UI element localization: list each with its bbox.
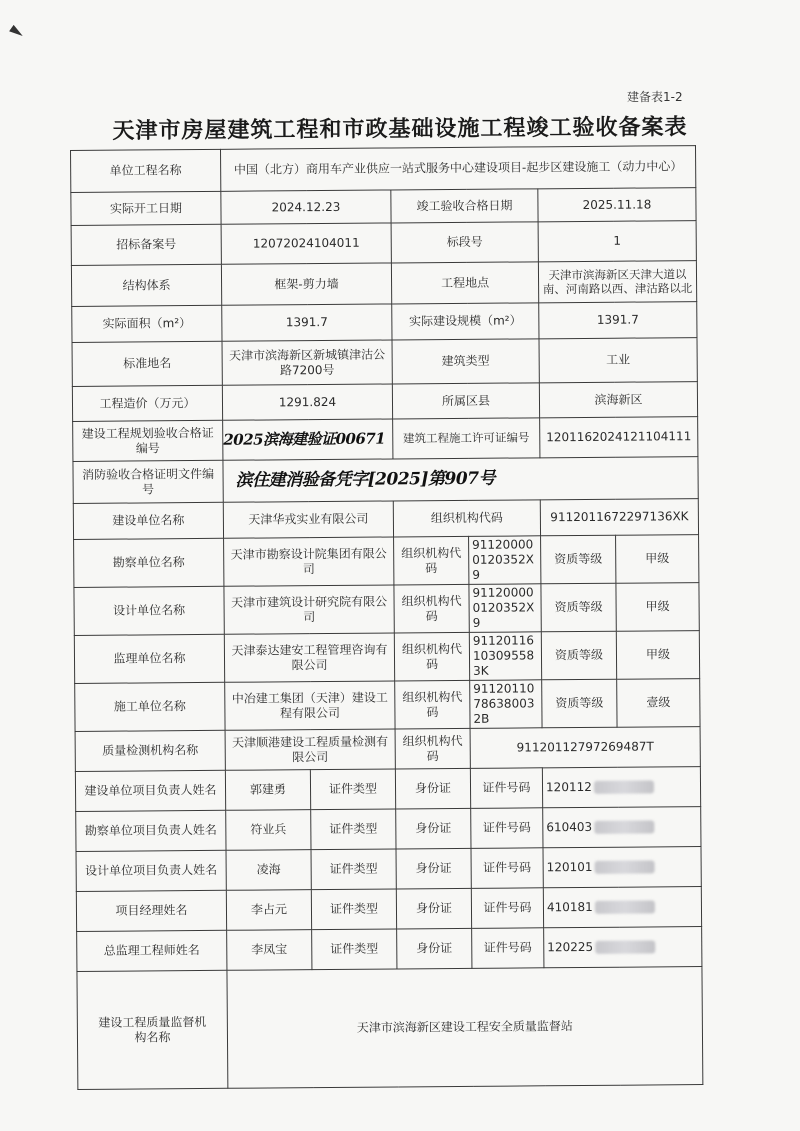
- accept-date-value: 2025.11.18: [538, 188, 696, 222]
- district-value: 滨海新区: [539, 382, 697, 418]
- cert-type-label: 证件类型: [311, 849, 396, 890]
- structure-value: 框架-剪力墙: [221, 263, 391, 305]
- design-qual-value: 甲级: [616, 583, 699, 632]
- cert-no-label: 证件号码: [471, 888, 543, 929]
- location-label: 工程地点: [391, 262, 538, 304]
- cert-no-label: 证件号码: [470, 768, 542, 809]
- building-type-label: 建筑类型: [392, 339, 539, 384]
- person-label: 项目经理姓名: [76, 890, 226, 931]
- supervision-org-code-value: 91120116103095583K: [469, 632, 541, 681]
- table-row: [73, 417, 698, 462]
- cert-type-label: 证件类型: [312, 929, 397, 970]
- supervision-org-code-label: 组织机构代码: [394, 632, 469, 681]
- page-title: 天津市房屋建筑工程和市政基础设施工程竣工验收备案表: [112, 113, 688, 145]
- cert-no-value: [544, 927, 702, 968]
- building-type-value: 工业: [539, 338, 697, 383]
- redaction-blur: [595, 940, 655, 953]
- cert-no-label: 证件号码: [471, 808, 543, 849]
- survey-qual-value: 甲级: [616, 535, 699, 584]
- table-row: [71, 146, 696, 193]
- table-row: [75, 767, 700, 812]
- district-label: 所属区县: [392, 383, 539, 419]
- cert-no-prefix: 120112: [545, 779, 592, 795]
- table-row: [77, 967, 703, 1090]
- construction-org-code-value: 9112011078638003​2B: [470, 680, 542, 729]
- design-org-code-label: 组织机构代码: [394, 584, 469, 633]
- survey-value: 天津市勘察设计院集团有限公司: [224, 537, 394, 586]
- address-label: 标准地名: [72, 341, 222, 386]
- redaction-blur: [595, 900, 655, 913]
- cert-type-value: 身份证: [396, 808, 471, 849]
- cert-type-label: 证件类型: [310, 769, 395, 810]
- area-label: 实际面积（m²）: [72, 305, 222, 342]
- construction-label: 施工单位名称: [75, 682, 225, 731]
- cert-type-value: 身份证: [396, 888, 471, 929]
- table-row: [73, 457, 698, 504]
- supervision-label: 监理单位名称: [74, 634, 224, 683]
- address-value: 天津市滨海新区新城镇津沽公路7200号: [222, 340, 392, 385]
- person-label: 勘察单位项目负责人姓名: [76, 810, 226, 851]
- table-row: [75, 727, 700, 772]
- cert-no-value: [542, 767, 700, 808]
- supervision-org-label: 建设工程质量监督机构名称: [77, 970, 228, 1089]
- scan-artifact-mark: [9, 25, 25, 40]
- owner-org-code-value: 9112011672297136XK: [540, 499, 698, 536]
- person-label: 总监理工程师姓名: [77, 930, 227, 971]
- permit-label: 建筑工程施工许可证编号: [393, 418, 540, 459]
- supervision-org-value: 天津市滨海新区建设工程安全质量监督站: [227, 967, 703, 1089]
- supervision-qual-value: 甲级: [616, 631, 699, 680]
- table-row: [72, 382, 697, 422]
- plan-cert-value: [223, 419, 393, 460]
- filing-table: [70, 145, 703, 1090]
- project-name-label: 单位工程名称: [71, 149, 221, 192]
- project-name-value: 中国（北方）商用车产业供应一站式服务中心建设项目-起步区建设施工（动力中心）: [220, 146, 695, 192]
- cost-label: 工程造价（万元）: [72, 385, 222, 421]
- survey-label: 勘察单位名称: [74, 538, 224, 587]
- cert-no-value: [543, 807, 701, 848]
- cert-type-value: 身份证: [397, 928, 472, 969]
- scale-value: 1391.7: [539, 302, 697, 339]
- form-code: 建备表1-2: [627, 90, 683, 104]
- plan-cert-label: 建设工程规划验收合格证编号: [73, 420, 223, 461]
- structure-label: 结构体系: [71, 264, 221, 306]
- survey-org-code-value: 911200000120352X9: [469, 536, 541, 585]
- start-date-value: 2024.12.23: [221, 190, 391, 224]
- cert-no-label: 证件号码: [472, 928, 544, 969]
- table-row: [76, 847, 701, 892]
- construction-org-code-label: 组织机构代码: [395, 680, 470, 729]
- table-row: [76, 807, 701, 852]
- location-value: 天津市滨海新区天津大道以南、河南路以西、津沽路以北: [538, 261, 696, 303]
- testing-label: 质量检测机构名称: [75, 730, 225, 771]
- cert-type-label: 证件类型: [311, 809, 396, 850]
- owner-label: 建设单位名称: [73, 502, 223, 539]
- construction-value: 中冶建工集团（天津）建设工程有限公司: [225, 681, 395, 730]
- person-label: 建设单位项目负责人姓名: [75, 770, 225, 811]
- cert-no-prefix: 610403: [546, 819, 593, 835]
- section-value: 1: [538, 221, 696, 262]
- cert-no-label: 证件号码: [471, 848, 543, 889]
- design-qual-label: 资质等级: [541, 583, 616, 632]
- construction-qual-label: 资质等级: [542, 679, 617, 728]
- design-value: 天津市建筑设计研究院有限公司: [224, 585, 394, 634]
- redaction-blur: [594, 820, 654, 833]
- person-name: 郭建勇: [225, 770, 310, 811]
- redaction-blur: [594, 860, 654, 873]
- redaction-blur: [594, 780, 654, 793]
- accept-date-label: 竣工验收合格日期: [391, 189, 538, 223]
- section-label: 标段号: [391, 222, 538, 263]
- permit-value: 120116202412110411​1: [540, 417, 698, 458]
- table-row: [71, 261, 696, 307]
- supervision-value: 天津泰达建安工程管理咨询有限公司: [224, 633, 394, 682]
- cert-type-value: 身份证: [395, 768, 470, 809]
- bid-no-label: 招标备案号: [71, 224, 221, 265]
- person-name: 李凤宝: [227, 930, 312, 971]
- owner-org-code-label: 组织机构代码: [393, 500, 540, 537]
- cert-type-value: 身份证: [396, 848, 471, 889]
- person-name: 凌海: [226, 850, 311, 891]
- table-row: [76, 887, 701, 932]
- scale-label: 实际建设规模（m²）: [392, 303, 539, 340]
- cost-value: 1291.824: [222, 384, 392, 420]
- start-date-label: 实际开工日期: [71, 191, 221, 225]
- cert-no-value: [543, 887, 701, 928]
- person-name: 符业兵: [226, 810, 311, 851]
- testing-value: 天津顺港建设工程质量检测有限公司: [225, 729, 395, 770]
- construction-qual-value: 壹级: [617, 679, 700, 728]
- design-label: 设计单位名称: [74, 586, 224, 635]
- fire-cert-label: 消防验收合格证明文件编号: [73, 460, 223, 503]
- filing-form: [70, 145, 703, 1090]
- owner-value: 天津华戎实业有限公司: [223, 501, 393, 538]
- cert-no-prefix: 410181: [546, 899, 593, 915]
- cert-no-value: [543, 847, 701, 888]
- table-row: [73, 499, 698, 540]
- survey-qual-label: 资质等级: [541, 535, 616, 584]
- plan-cert-handwriting: 2025滨海建验证00671: [223, 429, 386, 449]
- table-row: [72, 338, 697, 387]
- table-row: [74, 631, 699, 684]
- table-row: [71, 221, 696, 266]
- fire-cert-handwriting: 滨住建消验备凭字[2025]第907号: [235, 468, 496, 491]
- table-row: [74, 583, 699, 636]
- design-org-code-value: 911200000120352X9: [469, 584, 541, 633]
- table-row: [77, 927, 702, 972]
- cert-no-prefix: 120101: [546, 859, 593, 875]
- table-row: [72, 302, 697, 343]
- survey-org-code-label: 组织机构代码: [394, 536, 469, 585]
- area-value: 1391.7: [222, 304, 392, 341]
- table-row: [71, 188, 696, 226]
- fire-cert-value: [223, 457, 698, 503]
- cert-no-prefix: 120225: [547, 939, 594, 955]
- table-row: [74, 535, 699, 588]
- table-row: [75, 679, 700, 732]
- testing-org-code-label: 组织机构代码: [395, 728, 470, 769]
- testing-org-code-value: 91120112797269487T: [470, 727, 700, 769]
- supervision-qual-label: 资质等级: [541, 631, 616, 680]
- person-label: 设计单位项目负责人姓名: [76, 850, 226, 891]
- person-name: 李占元: [226, 890, 311, 931]
- bid-no-value: 12072024104011: [221, 223, 391, 264]
- cert-type-label: 证件类型: [311, 889, 396, 930]
